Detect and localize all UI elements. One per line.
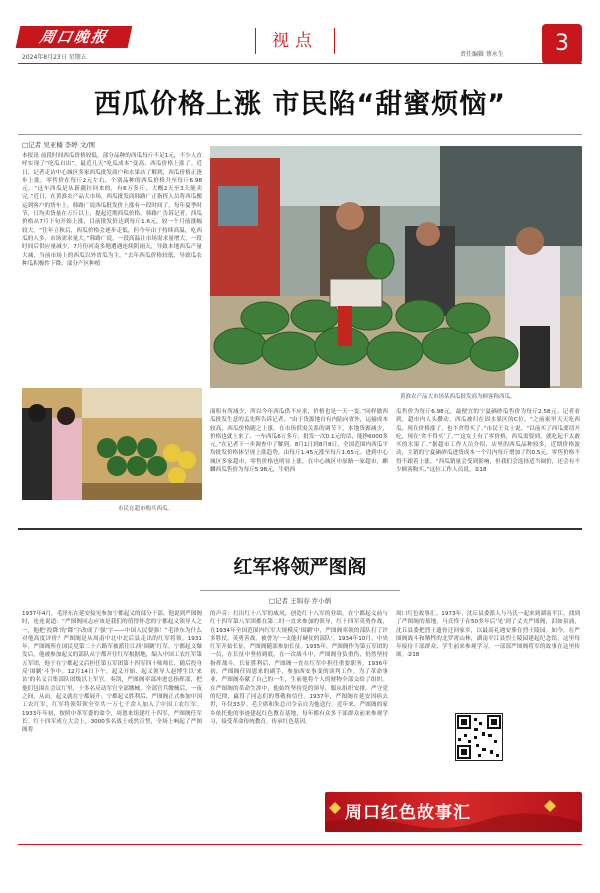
- article2-headline: 红军将领严图阁: [233, 556, 367, 578]
- masthead-date: 2024年8月23日 星期五: [22, 54, 87, 61]
- qr-code: [455, 713, 503, 761]
- photo1-caption: 黄淮农产品大市场某西瓜批发商为顾客称西瓜。: [400, 394, 516, 400]
- article1-column-1: 本报讯 前段时间西瓜价格较低，部分品种的西瓜每斤不足1元，不少人直呼实现了“吃瓜自由”。最近几天“吃瓜成本”变高，西瓜价格上涨了。近日，记者走访中心城区多家西瓜批发商户和水果店了解到，西瓜价格正逐步上涨，零售价在每斤2元左右，个别品种的西瓜价格升至每斤6.98元。“这车西瓜是从新疆拉回来的，有6万多斤，大概2天至3天能卖完。”近日，在黄淮农产品大市场，西瓜批发商韩路广正指挥人员将西瓜搬运到客户的货车上。韩路广说西瓜批发价上涨有一段时间了，每年夏季时节，日均卖货量在万斤以上，提起近期西瓜价格，韩路广告诉记者，西瓜价格从7月下旬开始上涨，目前批发价达到每斤1.6元，较一个月前涨幅较大。“往年立秋后，西瓜价格会逐步走低，但今年由于持续高温，吃西瓜的人多，市场需求量大。”韩路广说。一段高温让市场需求量增大，一段时间后供应量减少，7月份河南多地遭遇连续阴雨天，导致本地西瓜产量大减，当前市场上的西瓜以外省瓜为主。“去年西瓜价格较低，导致瓜农种瓜积极性下降，部分产区种植: [22, 153, 202, 267]
- watermelon-market-illustration: [210, 146, 582, 388]
- article1-column-3: 瓜售价为每斤6.98元，最便宜的宁夏硒砂瓜售价为每斤2.58元。记者看到，超市内人头攒动，西瓜被归在固水果区的C位。“之前家里天天吃西瓜，现在价格涨了，也不舍得买了。”市民王女士说，“以前买了西瓜要切开吃，现在‘舍不得买’了。”“这女士有了零价格，西瓜需要到，就吃起不太敢买的水果了。”据超市工作人员介绍，店里的西瓜品种较多，近期价格波动，主销的宁夏硒砂瓜进货成本一个月内每斤增加了约0.5元，零售价格不得不跟着上涨。“西瓜销量会受到影响，但我们会选择适当调价，还会有不少顾客购买。”这位工作人员说。②18: [396, 409, 580, 474]
- section-divider: [18, 528, 582, 530]
- article2-column-2: 的声音：打出红十八军的威风，创造红十八军的业绩。在宁都起义前与红十四军第八军团都在第二时一直来参加的领导，红十四军英勇作战，在1934年全国范围内红军大规模反‘围剿’中，严图阁率领的部队打了许多胜仗，英勇善战，被誉为‘一支能打硬仗的部队’。1934年10月，中央红军开始长征，严图阁随部参加长征。1935年，严图阁作为第五军团的一员，在长征中坚持到底。在一次战斗中，严图阁身负重伤，仍然坚持指挥战斗。长征胜利后，严图阁一直在红军中担任重要职务。1936年初，严图阁任周恩来的副手，参加西安事变的谈判工作。为了革命事业，严图阁奉献了自己的一生，生前他将个人的财物全部交给了组织。在严图阁的革命生涯中，他始终坚持党的领导，服从组织安排，严守党的纪律，赢得了同志们的尊敬和信任。1937年，严图阁在延安因病去世，年仅33岁。毛主席和朱总司令亲自为他送行。近年来，严图阁的家乡依托他的事迹建起红色教育基地，每年都有众多干部群众前来参观学习，接受革命传统教育，传承红色基因。: [210, 611, 388, 725]
- editor-credit: 责任编辑 蔡永生: [460, 51, 504, 58]
- footer-divider: [18, 844, 582, 845]
- watermelon-market-photo: [210, 146, 582, 388]
- masthead-divider: [18, 63, 582, 64]
- masthead-logo: 周口晚报: [16, 26, 133, 48]
- banner-title: 周口红色故事汇: [345, 803, 471, 823]
- article1-column-2: 面积有所减少，所以今年西瓜供不应求，价格也是一天一变。”同样做西瓜批发生意的孟先辉告诉记者，“由于货源地自有内陆向省外，运输成本较高，西瓜价格随之上涨。在市场供需关系的调节下，本地货源减少，价格也就上来了。一车西瓜6万多斤，批发一次0.1元的话，能挣6000多元。”在记者下一步调查中了解到，8月1日到8月8日，全国范围内西瓜平均批发价格体呈现上涨趋势，由每斤1.45元涨至每斤1.65元。进到中心城区多家超市，零售价格也明显上涨。在中心城区中原路一家超市，麒麟西瓜售价为每斤5.98元，牛奶西: [210, 409, 388, 474]
- section-title: 视点: [255, 28, 335, 54]
- photo2-caption: 市民在超市购买西瓜。: [118, 506, 174, 512]
- qr-code-icon: [456, 714, 502, 760]
- headline-divider: [18, 134, 582, 135]
- article1-headline: 西瓜价格上涨 市民陷“甜蜜烦恼”: [94, 89, 506, 120]
- article2-column-3: 周口红色故事汇。1973年，沈丘县委派人与马氏一起来到湖南平江，找到了严图阁的墓地。马氏终于在50多年后‘见’到了丈夫严图阁，泪如泉涌，沈丘县委把烈士遗骨迁回家乡，以最高礼遇安葬在烈士陵园。如今，在严图阁战斗和牺牲的北罗霄山林，湖南平江县烈士陵园建起纪念馆，这里每年接待干部群众、学生前来参观学习，一部部严图阁将军的故事在这里传颂。②18: [396, 611, 580, 659]
- article2-byline: □记者 王锦春 乔小炳: [268, 597, 332, 605]
- page-number: 3: [542, 24, 582, 64]
- supermarket-illustration: [22, 388, 202, 500]
- supermarket-photo: [22, 388, 202, 500]
- article2-byline-rule: [200, 590, 400, 591]
- article2-column-1: 1937年4月，毛泽东在延安接见参加宁都起义的部分干部。他说到严图阁时，连连说道：“严图阁同志应该是我们的值得怀念的宁都起义领导人之一，他把‘投降’的‘降’字改成了‘强’字——中国人民要强！”毛泽东为什么对他高度评价？严图阁是从周南中北中北后县走出的红军将领。1931年，严图阁所在国民党第二十六路军被派往江西‘围剿’红军。宁都起义爆发后，他被参加起义的部队从宁都开往红军根据地，编入中国工农红军第五军团，他于在宁都起义后担任第五军团第十四军四十师师长，随后投身反‘围剿’斗争中。12月14日下午，起义开始，起义领导人赵博生以‘来访’的名义召集部队团级以上军官。奏凯，严图阁率部冲进总指挥部，把他们包围在会议厅里，十多名反动军官全部缴械。全部官兵缴械后，一夜之间，从而，起义就在宁都展开。宁都起义胜利后，严图阁正式参加中国工农红军，红军将领带领全军共一万七千余人加入了中国工农红军。1933年年初，按照中革军委的命令，周恩来组建红十四军，严图阁任军长。红十四军成立大会上，3000多名战士戒然宣誓，全场上响起了严图阁将: [22, 611, 202, 734]
- article1-byline: □记者 吴亚楠 李婷 文/图: [22, 141, 96, 149]
